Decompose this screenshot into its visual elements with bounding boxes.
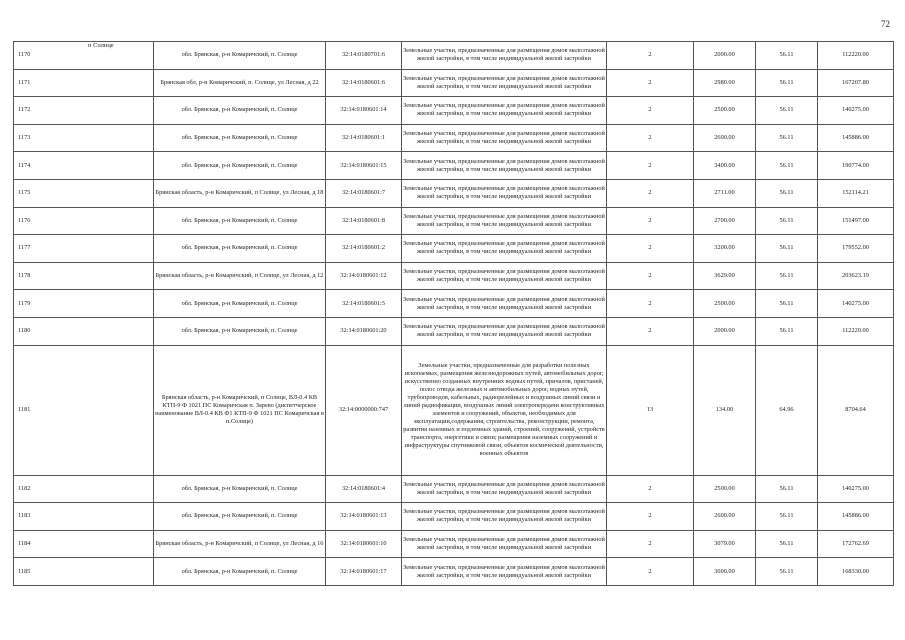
cadastral-value-cell: 152114.21	[818, 179, 894, 207]
row-number: 1185	[14, 558, 154, 586]
cadastral-value-cell: 168330.00	[818, 558, 894, 586]
area-cell: 3000.00	[694, 558, 756, 586]
group-number-cell: 2	[607, 558, 694, 586]
land-use-purpose-cell: Земельные участки, предназначенные для размещения домов малоэтажной жилой застройки, в том числе индивидуальной жилой застройки	[402, 69, 607, 97]
specific-value-cell: 56.11	[756, 124, 818, 152]
address-cell: Брянская обл, р-н Комаричский, п. Солнце, ул Лесная, д 22	[154, 69, 326, 97]
cadastral-number-cell: 32:14:0180601:6	[326, 69, 402, 97]
area-cell: 2500.00	[694, 97, 756, 125]
table-row	[14, 42, 894, 70]
land-use-purpose-cell: Земельные участки, предназначенные для размещения домов малоэтажной жилой застройки, в том числе индивидуальной жилой застройки	[402, 558, 607, 586]
area-cell: 2000.00	[694, 317, 756, 345]
group-number-cell: 2	[607, 235, 694, 263]
specific-value-cell: 56.11	[756, 317, 818, 345]
area-cell: 2500.00	[694, 475, 756, 503]
cadastral-number-cell: 32:14:0180601:13	[326, 503, 402, 531]
group-number-cell: 2	[607, 42, 694, 70]
row-number: 1173	[14, 124, 154, 152]
table-row	[14, 97, 894, 125]
table-row	[14, 558, 894, 586]
land-use-purpose-cell: Земельные участки, предназначенные для размещения домов малоэтажной жилой застройки, в том числе индивидуальной жилой застройки	[402, 262, 607, 290]
group-number-cell: 2	[607, 179, 694, 207]
specific-value-cell: 56.11	[756, 262, 818, 290]
group-number-cell: 2	[607, 503, 694, 531]
specific-value-cell: 56.11	[756, 179, 818, 207]
group-number-cell: 2	[607, 317, 694, 345]
row-number: 1171	[14, 69, 154, 97]
land-use-purpose-cell: Земельные участки, предназначенные для размещения домов малоэтажной жилой застройки, в том числе индивидуальной жилой застройки	[402, 207, 607, 235]
cadastral-value-cell: 112220.00	[818, 317, 894, 345]
address-cell: Брянская область, р-н Комаричский, п Солнце, ул Лесная, д 16	[154, 530, 326, 558]
cadastral-number-cell: 32:14:0180601:17	[326, 558, 402, 586]
specific-value-cell: 56.11	[756, 290, 818, 318]
area-cell: 2711.00	[694, 179, 756, 207]
cadastral-number-cell: 32:14:0180601:7	[326, 179, 402, 207]
cadastral-number-cell: 32:14:0180601:14	[326, 97, 402, 125]
cadastral-number-cell: 32:14:0180601:8	[326, 207, 402, 235]
specific-value-cell: 56.11	[756, 558, 818, 586]
address-cell: обл. Брянская, р-н Комаричский, п. Солнце	[154, 97, 326, 125]
row-number: 1174	[14, 152, 154, 180]
table-row	[14, 262, 894, 290]
specific-value-cell: 56.11	[756, 152, 818, 180]
cadastral-number-cell: 32:14:0180601:15	[326, 152, 402, 180]
specific-value-cell: 56.11	[756, 530, 818, 558]
cadastral-number-cell: 32:14:0000000:747	[326, 345, 402, 475]
cadastral-number-cell: 32:14:0180601:4	[326, 475, 402, 503]
cadastral-number-cell: 32:14:0180701:6	[326, 42, 402, 70]
cadastral-value-cell: 190774.00	[818, 152, 894, 180]
group-number-cell: 2	[607, 475, 694, 503]
specific-value-cell: 56.11	[756, 69, 818, 97]
cadastral-value-cell: 203623.19	[818, 262, 894, 290]
table-row	[14, 317, 894, 345]
cadastral-value-cell: 172762.69	[818, 530, 894, 558]
row-number: 1170	[14, 42, 154, 70]
specific-value-cell: 56.11	[756, 97, 818, 125]
cadastral-value-cell: 140275.00	[818, 97, 894, 125]
area-cell: 2700.00	[694, 207, 756, 235]
address-cell: Брянская область, р-н Комаричский, п Солнце, ул Лесная, д 12	[154, 262, 326, 290]
cadastral-number-cell: 32:14:0180601:5	[326, 290, 402, 318]
cadastral-value-cell: 8704.64	[818, 345, 894, 475]
cadastral-value-cell: 140275.00	[818, 290, 894, 318]
land-use-purpose-cell: Земельные участки, предназначенные для размещения домов малоэтажной жилой застройки, в том числе индивидуальной жилой застройки	[402, 179, 607, 207]
cadastral-number-cell: 32:14:0180601:10	[326, 530, 402, 558]
land-use-purpose-cell: Земельные участки, предназначенные для размещения домов малоэтажной жилой застройки, в том числе индивидуальной жилой застройки	[402, 475, 607, 503]
row-number: 1183	[14, 503, 154, 531]
land-use-purpose-cell: Земельные участки, предназначенные для размещения домов малоэтажной жилой застройки, в том числе индивидуальной жилой застройки	[402, 317, 607, 345]
area-cell: 2500.00	[694, 290, 756, 318]
specific-value-cell: 56.11	[756, 42, 818, 70]
group-number-cell: 2	[607, 262, 694, 290]
cadastral-number-cell: 32:14:0180601:20	[326, 317, 402, 345]
area-cell: 2000.00	[694, 42, 756, 70]
specific-value-cell: 56.11	[756, 503, 818, 531]
table-row	[14, 345, 894, 475]
cadastral-value-cell: 140275.00	[818, 475, 894, 503]
land-use-purpose-cell: Земельные участки, предназначенные для разработки полезных ископаемых, размещения железнодорожных путей, автомобильных дорог, искусственно созданных внутренних водных путей, причалов, пристаней, полос отвода железных и автомобильных дорог, водных путей, трубопроводов, кабельных, радиорелейных и воздушных линий связи и линий радиофикации, воздушных линий электропередачи конструктивных элементов и сооружений, объектов, необходимых для эксплуатации,содержания, строительства, реконструкции, ремонта, развития наземных и подземных зданий, строений, сооружений, устройств транспорта, энергетики и связи; размещения наземных сооружений и инфраструктуры спутниковой связи, объектов космической деятельности, военных объектов	[402, 345, 607, 475]
cadastral-value-cell: 145886.00	[818, 503, 894, 531]
row-number: 1180	[14, 317, 154, 345]
group-number-cell: 2	[607, 530, 694, 558]
group-number-cell: 2	[607, 152, 694, 180]
group-number-cell: 2	[607, 69, 694, 97]
land-use-purpose-cell: Земельные участки, предназначенные для размещения домов малоэтажной жилой застройки, в том числе индивидуальной жилой застройки	[402, 235, 607, 263]
group-number-cell: 2	[607, 124, 694, 152]
address-cell: обл. Брянская, р-н Комаричский, п. Солнце	[154, 124, 326, 152]
table-row	[14, 530, 894, 558]
cadastral-value-cell: 112220.00	[818, 42, 894, 70]
group-number-cell: 2	[607, 207, 694, 235]
table-row	[14, 475, 894, 503]
group-number-cell: 2	[607, 97, 694, 125]
area-cell: 3079.00	[694, 530, 756, 558]
cadastral-number-cell: 32:14:0180601:1	[326, 124, 402, 152]
land-use-purpose-cell: Земельные участки, предназначенные для размещения домов малоэтажной жилой застройки, в том числе индивидуальной жилой застройки	[402, 290, 607, 318]
row-number: 1181	[14, 345, 154, 475]
address-cell: обл. Брянская, р-н Комаричский, п. Солнце	[154, 235, 326, 263]
row-number: 1184	[14, 530, 154, 558]
land-use-purpose-cell: Земельные участки, предназначенные для размещения домов малоэтажной жилой застройки, в том числе индивидуальной жилой застройки	[402, 97, 607, 125]
table-body	[14, 42, 894, 586]
address-cell: обл. Брянская, р-н Комаричский, п. Солнце	[154, 558, 326, 586]
table-row	[14, 235, 894, 263]
land-use-purpose-cell: Земельные участки, предназначенные для размещения домов малоэтажной жилой застройки, в том числе индивидуальной жилой застройки	[402, 503, 607, 531]
cadastral-value-cell: 145886.00	[818, 124, 894, 152]
area-cell: 2600.00	[694, 124, 756, 152]
table-row	[14, 503, 894, 531]
cadastral-value-table	[13, 41, 894, 586]
row-number: 1182	[14, 475, 154, 503]
land-use-purpose-cell: Земельные участки, предназначенные для размещения домов малоэтажной жилой застройки, в том числе индивидуальной жилой застройки	[402, 530, 607, 558]
address-cell: Брянская область, р-н Комаричский, п Солнце, ВЛ-0.4 КВ КТП-9 Ф 1021 ПС Комаричская п. Зарево (диспетчерское наименование ВЛ-0.4 КВ Ф1 КТП-9 Ф 1021 ПС Комаричская в п.Солнце)	[154, 345, 326, 475]
row-number: 1176	[14, 207, 154, 235]
row-number: 1178	[14, 262, 154, 290]
table-row	[14, 152, 894, 180]
specific-value-cell: 64.96	[756, 345, 818, 475]
cadastral-value-cell: 179552.00	[818, 235, 894, 263]
land-use-purpose-cell: Земельные участки, предназначенные для размещения домов малоэтажной жилой застройки, в том числе индивидуальной жилой застройки	[402, 152, 607, 180]
address-cell: обл. Брянская, р-н Комаричский, п. Солнце	[154, 503, 326, 531]
page-number: 72	[881, 19, 890, 29]
address-cell: обл. Брянская, р-н Комаричский, п. Солнце	[154, 475, 326, 503]
row-number: 1172	[14, 97, 154, 125]
cadastral-value-cell: 151497.00	[818, 207, 894, 235]
cadastral-value-cell: 167207.80	[818, 69, 894, 97]
area-cell: 2600.00	[694, 503, 756, 531]
table-row	[14, 179, 894, 207]
address-cell: обл. Брянская, р-н Комаричский, п. Солнце	[154, 42, 326, 70]
row-number: 1175	[14, 179, 154, 207]
area-cell: 2980.00	[694, 69, 756, 97]
address-cell: обл. Брянская, р-н Комаричский, п. Солнце	[154, 152, 326, 180]
area-cell: 3400.00	[694, 152, 756, 180]
address-cell: обл. Брянская, р-н Комаричский, п. Солнце	[154, 207, 326, 235]
row-number: 1177	[14, 235, 154, 263]
address-cell: обл. Брянская, р-н Комаричский, п. Солнце	[154, 317, 326, 345]
table-row	[14, 290, 894, 318]
area-cell: 134.00	[694, 345, 756, 475]
carry-over-text: п Солнце	[88, 42, 114, 49]
cadastral-number-cell: 32:14:0180601:12	[326, 262, 402, 290]
land-use-purpose-cell: Земельные участки, предназначенные для размещения домов малоэтажной жилой застройки, в том числе индивидуальной жилой застройки	[402, 42, 607, 70]
address-cell: Брянская область, р-н Комаричский, п Солнце, ул Лесная, д 18	[154, 179, 326, 207]
group-number-cell: 2	[607, 290, 694, 318]
address-cell: обл. Брянская, р-н Комаричский, п. Солнце	[154, 290, 326, 318]
specific-value-cell: 56.11	[756, 235, 818, 263]
specific-value-cell: 56.11	[756, 207, 818, 235]
table-row	[14, 207, 894, 235]
table-row	[14, 69, 894, 97]
cadastral-number-cell: 32:14:0180601:2	[326, 235, 402, 263]
land-use-purpose-cell: Земельные участки, предназначенные для размещения домов малоэтажной жилой застройки, в том числе индивидуальной жилой застройки	[402, 124, 607, 152]
table-row	[14, 124, 894, 152]
specific-value-cell: 56.11	[756, 475, 818, 503]
row-number: 1179	[14, 290, 154, 318]
area-cell: 3629.00	[694, 262, 756, 290]
group-number-cell: 13	[607, 345, 694, 475]
area-cell: 3200.00	[694, 235, 756, 263]
